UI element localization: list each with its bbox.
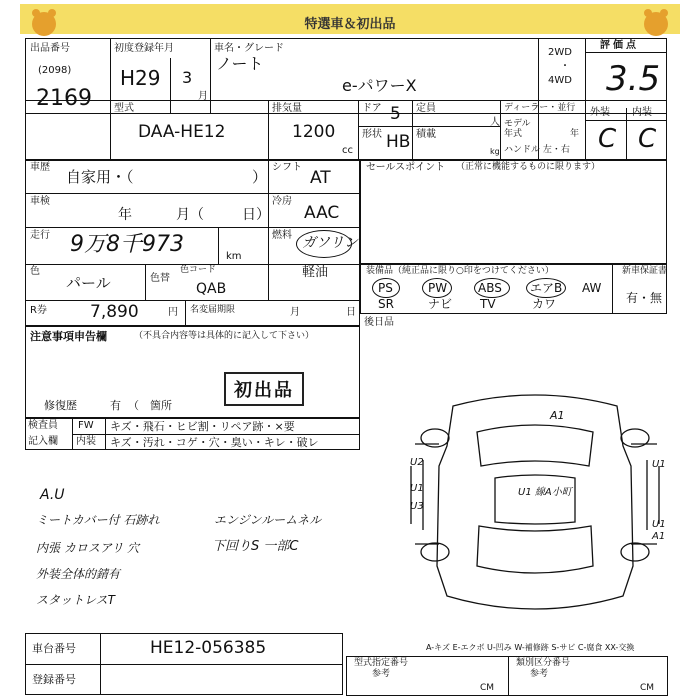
color-label: 色 (30, 266, 40, 277)
class-number-ref: 参考 (530, 669, 549, 679)
ps-circle (372, 278, 400, 298)
damage-legend: A-キズ E-エクボ U-凹み W-補修跡 S-サビ C-腐食 XX-交換 (426, 643, 635, 652)
history-close: ） (252, 168, 268, 186)
first-listing-stamp: 初出品 (224, 372, 304, 406)
load-unit: kg (490, 147, 500, 156)
month-char: 月 (198, 91, 208, 102)
inspection-month: 月（ (176, 207, 204, 223)
name-change-label: 名変届期限 (190, 305, 236, 315)
damage-mark-a1-right: A1 (652, 531, 666, 542)
mileage-label: 走行 (30, 230, 50, 241)
fuel-value: ガソリン (302, 235, 358, 251)
inspection-label: 車検 (30, 196, 50, 207)
door-label: ドア (362, 103, 382, 114)
equip-ps: PS (378, 281, 393, 295)
handle-label: ハンドル 左・右 (504, 145, 570, 155)
damage-mark-u1-center: U1 線A小町 (518, 487, 572, 498)
inspection-year: 年 (118, 207, 132, 223)
sales-box (360, 160, 667, 264)
damage-mark-u1-right: U1 (652, 519, 666, 530)
equipment-label: 装備品（純正品に限り○印をつけてください） (366, 266, 554, 276)
displacement-value: 1200 (292, 122, 336, 142)
grade-name: e-パワーX (342, 76, 417, 95)
drive-dot: ・ (560, 61, 570, 72)
equip-aw: AW (582, 281, 602, 295)
chassis-number: HE12-056385 (150, 638, 267, 658)
damage-mark-u1: U1 (410, 483, 424, 494)
check-interior: 内装 (76, 436, 96, 447)
car-label: 車名・グレード (214, 43, 284, 54)
check-fw: FW (78, 420, 94, 431)
fuel-label: 燃料 (272, 230, 292, 241)
registration-label: 登録番号 (32, 673, 76, 686)
history-value: 自家用・（ (66, 168, 134, 186)
exterior-grade: C (598, 124, 617, 154)
check-interior-items: キズ・汚れ・コゲ・穴・臭い・キレ・破レ (110, 436, 319, 449)
year-unit: 年 (570, 129, 580, 139)
model-value: DAA-HE12 (138, 122, 226, 142)
cm-unit: CM (640, 683, 655, 693)
inspector-note: A.U (40, 487, 65, 503)
lot-sub: (2098) (38, 65, 72, 76)
color-value: パール (66, 274, 111, 292)
interior-label: 内装 (632, 107, 652, 118)
lot-label: 出品番号 (30, 43, 70, 54)
cm-unit: CM (480, 683, 495, 693)
equip-airbag: エアB (530, 281, 563, 295)
chassis-label: 車台番号 (32, 642, 76, 655)
color-code-label: 色コード (180, 265, 217, 275)
equip-pw: PW (428, 281, 448, 295)
banner-title: 特選車＆初出品 (304, 17, 396, 32)
damage-mark-a1: A1 (550, 409, 565, 422)
ac-value: AAC (304, 203, 340, 223)
type-number-ref: 参考 (372, 669, 391, 679)
reg-year: H29 (120, 66, 161, 90)
cc-unit: cc (342, 145, 353, 156)
seat-unit: 人 (490, 117, 500, 128)
model-label: 型式 (114, 103, 134, 114)
warranty-label: 新車保証書 (622, 266, 668, 276)
damage-mark-u2: U2 (410, 457, 424, 468)
inspector-note: エンジンルームネル (214, 513, 322, 527)
model-year-sub: 年式 (504, 129, 523, 139)
fuel-circle (296, 230, 352, 258)
dealer-label: ディーラー・並行 (504, 103, 576, 113)
pw-circle (422, 278, 452, 298)
inspector-note: 内張 カロスアリ 穴 (36, 541, 140, 555)
airbag-circle (526, 278, 566, 298)
repair-value: 有 (110, 399, 121, 412)
drive-4wd: 4WD (548, 75, 572, 86)
warranty-value: 有・無 (626, 291, 663, 305)
equip-sr: SR (378, 297, 394, 311)
damage-mark-u3: U3 (410, 501, 424, 512)
reg-month: 3 (182, 68, 193, 87)
recycle-unit: 円 (168, 307, 178, 318)
bear-logo-icon (644, 12, 668, 36)
model-year-label: モデル (504, 119, 531, 129)
check-label: 検査員 (28, 420, 58, 431)
ac-label: 冷房 (272, 196, 292, 207)
class-number-label: 類別区分番号 (516, 658, 571, 668)
name-change-month: 月 (290, 307, 300, 318)
notes-label: 注意事項申告欄 (30, 330, 107, 343)
load-label: 積載 (416, 129, 436, 140)
shift-value: AT (310, 168, 331, 188)
header-banner (20, 4, 680, 34)
shape-value: HB (386, 132, 411, 152)
sales-note: （正常に機能するものに限ります） (456, 162, 601, 172)
type-number-label: 型式指定番号 (354, 658, 409, 668)
color-code-value: QAB (196, 281, 227, 297)
exterior-label: 外装 (590, 107, 610, 118)
score-label: 評価点 (600, 40, 639, 51)
history-label: 車歴 (30, 162, 50, 173)
color-change-label: 色替 (150, 273, 170, 284)
damage-mark-u1-right: U1 (652, 459, 666, 470)
recycle-label: R券 (30, 305, 47, 316)
inspector-note: スタットレスT (36, 593, 115, 607)
repair-label: 修復歴 (44, 399, 77, 412)
door-value: 5 (390, 104, 401, 124)
inspector-note: ミートカバー付 石跡れ (36, 513, 160, 527)
car-diagram (405, 376, 675, 626)
interior-grade: C (638, 124, 657, 154)
sales-label: セールスポイント (366, 162, 446, 173)
repair-tail: （ 箇所 (128, 399, 172, 412)
car-name: ノート (216, 54, 264, 73)
abs-circle (474, 278, 510, 298)
drive-2wd: 2WD (548, 47, 572, 58)
seat-label: 定員 (416, 103, 436, 114)
shift-label: シフト (272, 162, 302, 173)
inspection-day: 日） (242, 207, 270, 223)
check-label-2: 記入欄 (28, 436, 58, 447)
reg-label: 初度登録年月 (114, 43, 174, 54)
inspector-note: 下回りS 一部C (212, 539, 299, 554)
equip-navi: ナビ (428, 297, 453, 311)
equip-tv: TV (480, 297, 496, 311)
check-fw-items: キズ・飛石・ヒビ割・リペア跡・×要 (110, 420, 295, 433)
name-change-day: 日 (346, 307, 356, 318)
recycle-value: 7,890 (90, 302, 139, 322)
score-value: 3.5 (606, 59, 661, 99)
fuel-alt: 軽油 (302, 265, 329, 280)
displacement-label: 排気量 (272, 103, 302, 114)
equip-abs: ABS (478, 281, 502, 295)
shape-label: 形状 (362, 129, 382, 140)
equip-leather: カワ (532, 297, 557, 311)
notes-sub: （不具合内容等は具体的に記入して下さい） (134, 331, 315, 341)
rear-seat-label: 後日品 (364, 317, 394, 328)
lot-number: 2169 (36, 86, 92, 111)
mileage-value: 9万8千973 (70, 232, 184, 257)
inspector-note: 外装全体的錆有 (36, 567, 121, 581)
mileage-unit: km (226, 251, 242, 262)
